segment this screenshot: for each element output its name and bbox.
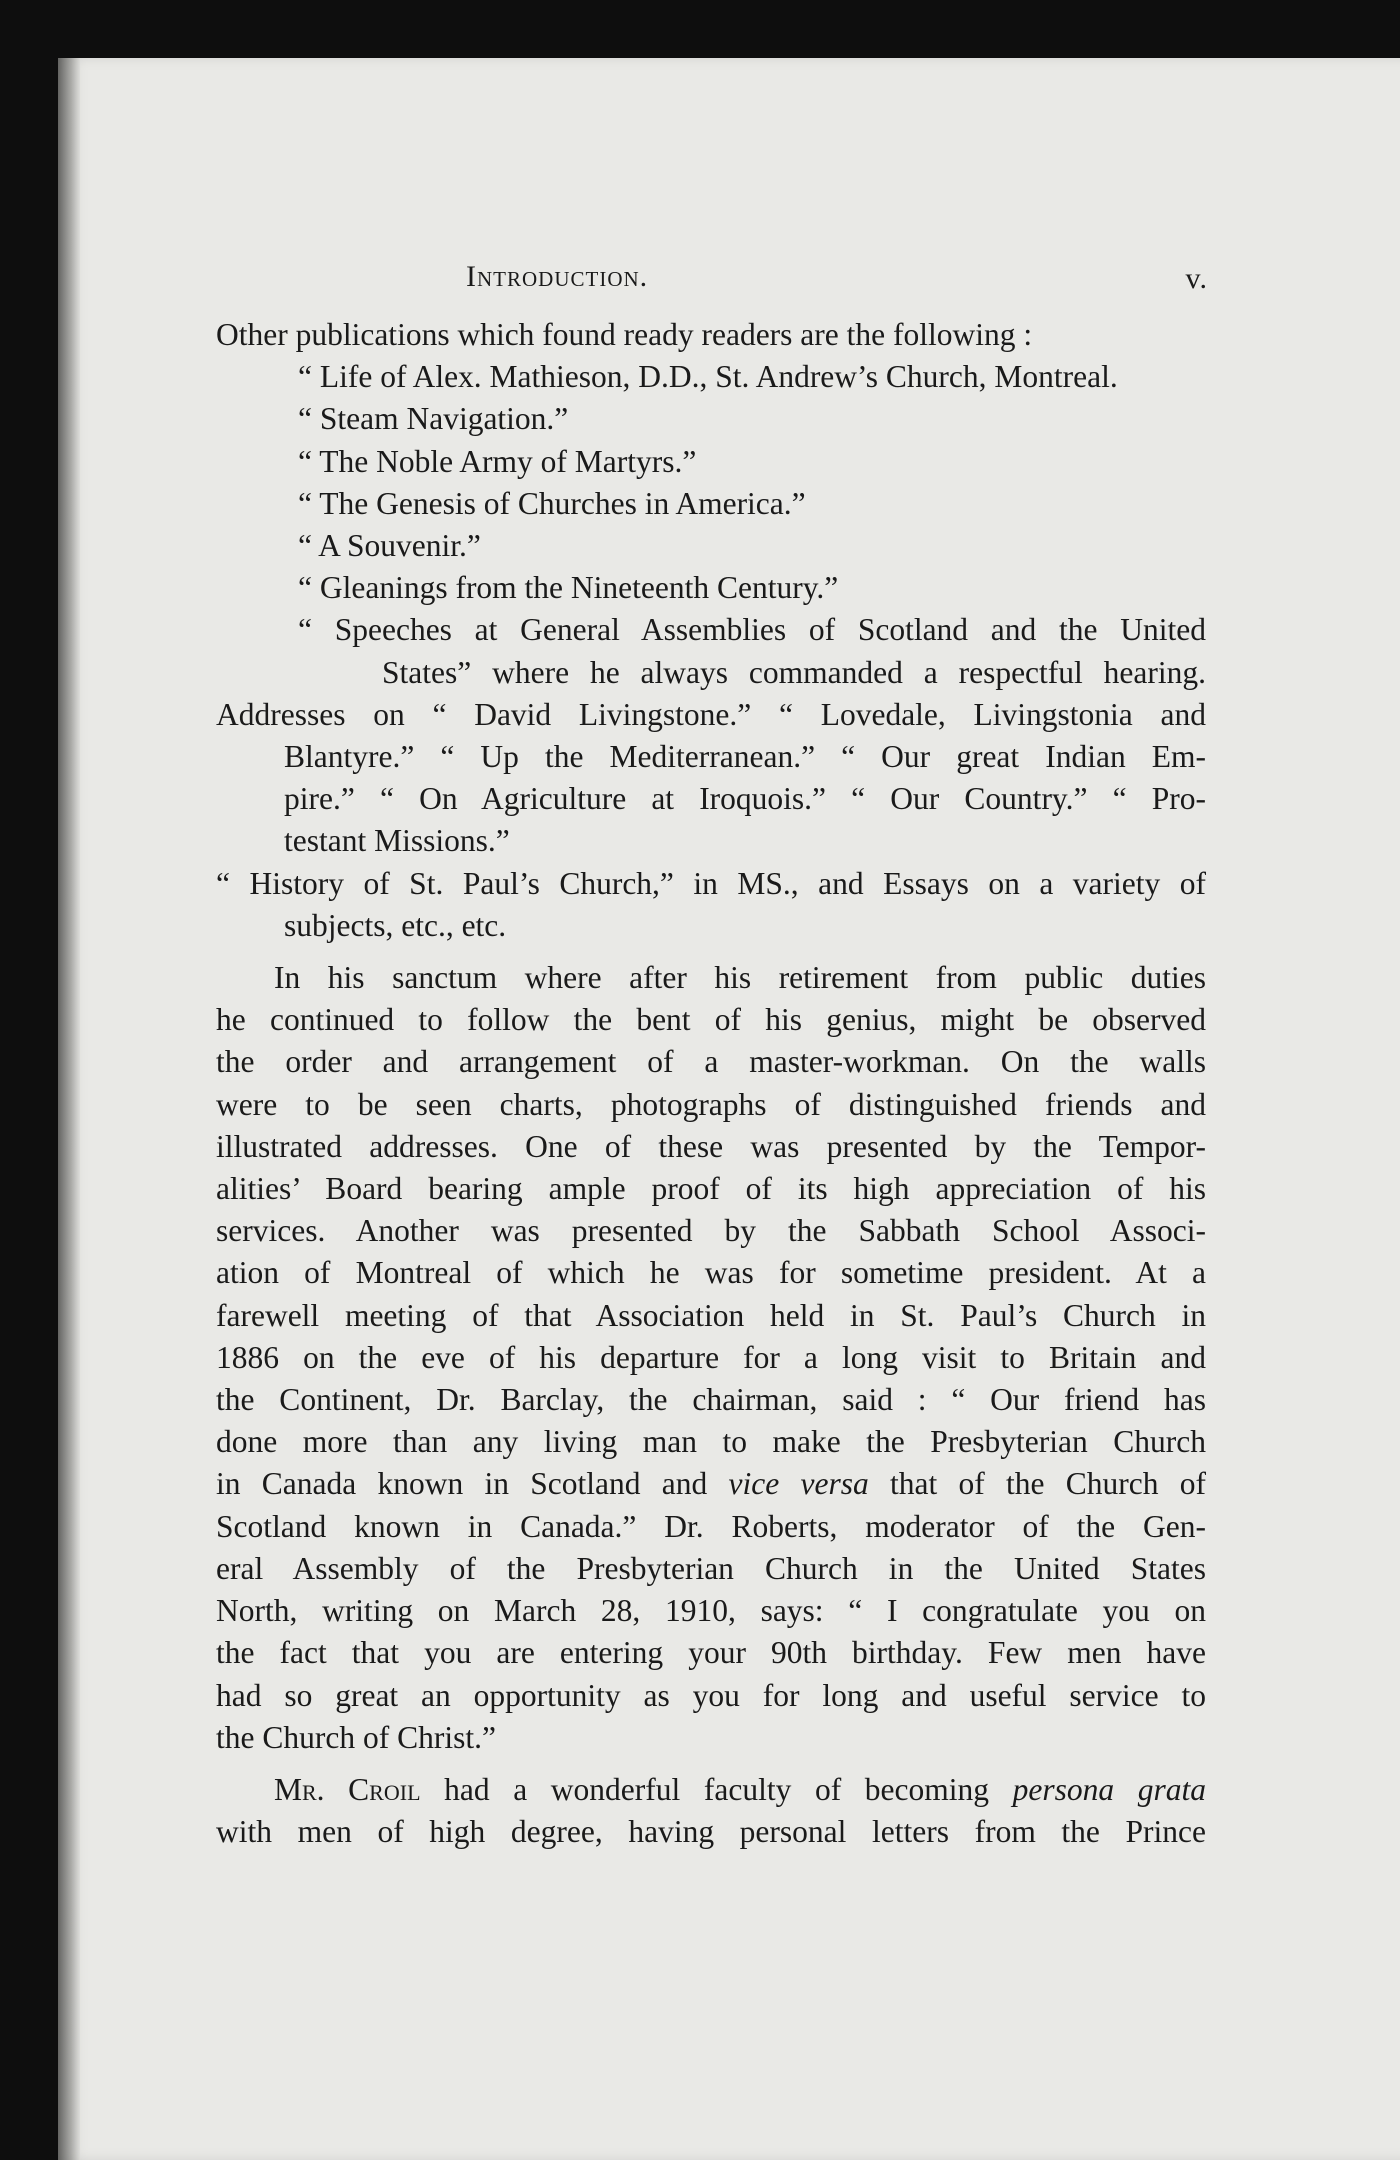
- history-line-1: “ History of St. Paul’s Church,” in MS., and Essays on a variety of: [216, 865, 1206, 901]
- paragraph-line: 1886 on the eve of his departure for a long visit to Britain and: [216, 1339, 1206, 1375]
- paragraph-line: services. Another was presented by the Sabbath School Associ-: [216, 1213, 1206, 1249]
- publication-item: “ A Souvenir.”: [298, 528, 481, 564]
- paragraph-line: farewell meeting of that Association held in St. Paul’s Church in: [216, 1297, 1206, 1333]
- italic-phrase: vice versa: [728, 1466, 869, 1502]
- publication-item: “ Life of Alex. Mathieson, D.D., St. Andrew’s Church, Montreal.: [298, 359, 1118, 395]
- paragraph-line: the fact that you are entering your 90th birthday. Few men have: [216, 1635, 1206, 1671]
- paragraph-line: ation of Montreal of which he was for sometime president. At a: [216, 1255, 1206, 1291]
- running-head: Introduction.: [466, 260, 649, 293]
- addresses-line-1: Addresses on “ David Livingstone.” “ Lovedale, Livingstonia and: [216, 696, 1206, 732]
- paragraph-line: illustrated addresses. One of these was presented by the Tempor-: [216, 1128, 1206, 1164]
- paragraph-line: eral Assembly of the Presbyterian Church in the United States: [216, 1550, 1206, 1586]
- text-segment: had a wonderful faculty of becoming: [420, 1771, 1013, 1807]
- paragraph-line: done more than any living man to make the Presbyterian Church: [216, 1424, 1206, 1460]
- paragraph-line: he continued to follow the bent of his genius, might be observed: [216, 1002, 1206, 1038]
- italic-phrase: persona grata: [1012, 1771, 1206, 1807]
- text-segment: that of the Church of: [868, 1466, 1206, 1502]
- paragraph-line: with men of high degree, having personal letters from the Prince: [216, 1814, 1206, 1850]
- publication-item: “ Steam Navigation.”: [298, 401, 569, 437]
- page-number: v.: [1185, 262, 1208, 295]
- paragraph-gap: [216, 1759, 1206, 1769]
- intro-line: Other publications which found ready readers are the following :: [216, 317, 1033, 352]
- speeches-line-1: “ Speeches at General Assemblies of Scotland and the United: [298, 612, 1206, 648]
- paragraph-line: had so great an opportunity as you for long and useful service to: [216, 1677, 1206, 1713]
- paragraph-line: alities’ Board bearing ample proof of its high appreciation of his: [216, 1171, 1206, 1207]
- paragraph-line: North, writing on March 28, 1910, says: “ I congratulate you on: [216, 1593, 1206, 1629]
- addresses-line-4: testant Missions.”: [284, 823, 510, 859]
- paragraph-line: Scotland known in Canada.” Dr. Roberts, moderator of the Gen-: [216, 1508, 1206, 1544]
- page-header: [216, 250, 1206, 314]
- paragraph-line: In his sanctum where after his retirement from public duties: [274, 960, 1206, 996]
- speeches-line-2: States” where he always commanded a respectful hearing.: [382, 654, 1206, 690]
- publication-item: “ The Genesis of Churches in America.”: [298, 485, 806, 521]
- paragraph-line-vice-versa: [216, 1463, 1206, 1505]
- paragraph-gap: [216, 947, 1206, 957]
- page-text: [216, 250, 1206, 1853]
- paragraph-sanctum: [216, 957, 1206, 1759]
- paragraph-line: the Church of Christ.”: [216, 1719, 496, 1755]
- paragraph-line: the Continent, Dr. Barclay, the chairman, said : “ Our friend has: [216, 1382, 1206, 1418]
- paragraph-croil: [216, 1769, 1206, 1853]
- publication-item: “ Gleanings from the Nineteenth Century.”: [298, 570, 839, 606]
- publication-item: “ The Noble Army of Martyrs.”: [298, 443, 697, 479]
- paragraph-line: the order and arrangement of a master-workman. On the walls: [216, 1044, 1206, 1080]
- addresses-line-3: pire.” “ On Agriculture at Iroquois.” “ Our Country.” “ Pro-: [284, 781, 1206, 817]
- page-gutter-shadow: [58, 58, 80, 2160]
- publications-list: [216, 356, 1206, 694]
- text-segment: in Canada known in Scotland and: [216, 1466, 729, 1502]
- person-name: Mr. Croil: [274, 1771, 421, 1807]
- paragraph-line: [216, 1769, 1206, 1811]
- paragraph-line: were to be seen charts, photographs of distinguished friends and: [216, 1086, 1206, 1122]
- addresses-line-2: Blantyre.” “ Up the Mediterranean.” “ Our great Indian Em-: [284, 739, 1206, 775]
- history-line-2: subjects, etc., etc.: [284, 907, 507, 943]
